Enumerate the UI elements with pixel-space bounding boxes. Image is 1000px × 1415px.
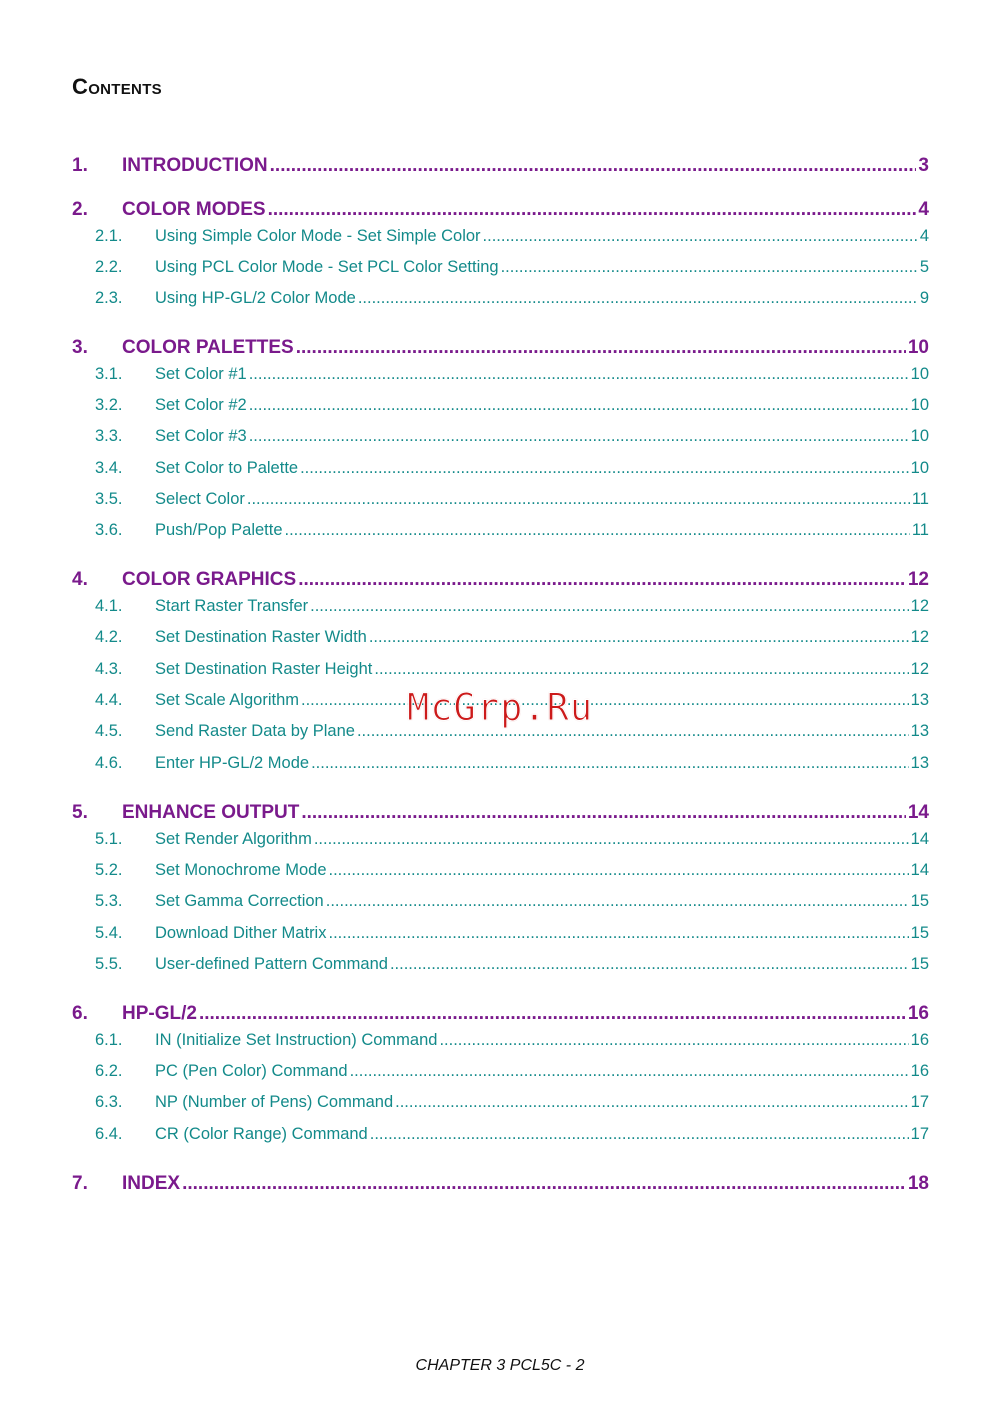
dot-leader	[326, 892, 909, 911]
toc-number: 4.	[72, 569, 88, 590]
toc-number: 3.	[72, 337, 88, 358]
toc-number: 5.4.	[95, 924, 123, 942]
toc-page-number: 10	[910, 427, 929, 445]
dot-leader	[249, 396, 909, 415]
dot-leader	[296, 337, 906, 359]
toc-title: Set Color to Palette	[155, 459, 299, 477]
toc-title: Set Color #2	[155, 396, 247, 414]
toc-entry-section[interactable]	[72, 1125, 929, 1144]
watermark-logo: McGrp.Ru	[407, 686, 594, 729]
toc-entry-chapter[interactable]	[72, 1003, 929, 1025]
toc-number: 3.4.	[95, 459, 123, 477]
toc-title: Set Color #3	[155, 427, 247, 445]
dot-leader	[182, 1173, 906, 1195]
dot-leader	[311, 754, 909, 773]
toc-title: INTRODUCTION	[122, 155, 268, 176]
toc-entry-chapter[interactable]	[72, 337, 929, 359]
dot-leader	[268, 199, 917, 221]
dot-leader	[285, 521, 910, 540]
toc-title: Push/Pop Palette	[155, 521, 283, 539]
toc-page-number: 10	[910, 365, 929, 383]
toc-entry-section[interactable]	[72, 861, 929, 880]
dot-leader	[358, 289, 918, 308]
dot-leader	[249, 427, 909, 446]
toc-number: 3.5.	[95, 490, 123, 508]
toc-entry-chapter[interactable]	[72, 569, 929, 591]
toc-entry-section[interactable]	[72, 521, 929, 540]
toc-title: COLOR GRAPHICS	[122, 569, 297, 590]
toc-page-number: 4	[919, 227, 929, 245]
toc-entry-section[interactable]	[72, 365, 929, 384]
toc-page-number: 13	[910, 722, 929, 740]
toc-number: 7.	[72, 1173, 88, 1194]
dot-leader	[374, 660, 908, 679]
toc-entry-section[interactable]	[72, 1062, 929, 1081]
toc-entry-chapter[interactable]	[72, 1173, 929, 1195]
toc-title: HP-GL/2	[122, 1003, 197, 1024]
toc-page-number: 15	[910, 955, 929, 973]
dot-leader	[501, 258, 918, 277]
toc-page-number: 17	[910, 1093, 929, 1111]
toc-page-number: 16	[910, 1062, 929, 1080]
toc-entry-section[interactable]	[72, 924, 929, 943]
toc-number: 6.2.	[95, 1062, 123, 1080]
toc-title: CR (Color Range) Command	[155, 1125, 368, 1143]
toc-page-number: 10	[910, 396, 929, 414]
toc-number: 5.3.	[95, 892, 123, 910]
toc-entry-chapter[interactable]	[72, 155, 929, 177]
dot-leader	[329, 861, 909, 880]
dot-leader	[247, 490, 910, 509]
dot-leader	[300, 459, 909, 478]
toc-entry-section[interactable]	[72, 628, 929, 647]
toc-entry-section[interactable]	[72, 227, 929, 246]
toc-entry-section[interactable]	[72, 459, 929, 478]
toc-number: 3.1.	[95, 365, 123, 383]
toc-page-number: 9	[919, 289, 929, 307]
toc-title: Set Scale Algorithm	[155, 691, 299, 709]
toc-title: Set Color #1	[155, 365, 247, 383]
dot-leader	[369, 628, 909, 647]
toc-title: ENHANCE OUTPUT	[122, 802, 300, 823]
toc-title: Set Destination Raster Height	[155, 660, 373, 678]
dot-leader	[298, 569, 906, 591]
toc-entry-chapter[interactable]	[72, 199, 929, 221]
toc-page-number: 15	[910, 924, 929, 942]
toc-page-number: 12	[910, 597, 929, 615]
toc-number: 2.2.	[95, 258, 123, 276]
toc-number: 6.3.	[95, 1093, 123, 1111]
toc-title: User-defined Pattern Command	[155, 955, 388, 973]
toc-title: Set Render Algorithm	[155, 830, 312, 848]
dot-leader	[483, 227, 918, 246]
toc-page-number: 16	[907, 1003, 929, 1024]
toc-page-number: 12	[910, 660, 929, 678]
toc-entry-section[interactable]	[72, 1093, 929, 1112]
toc-page-number: 14	[907, 802, 929, 823]
toc-number: 2.1.	[95, 227, 123, 245]
toc-page-number: 16	[910, 1031, 929, 1049]
toc-number: 1.	[72, 155, 88, 176]
toc-number: 5.2.	[95, 861, 123, 879]
toc-page-number: 12	[907, 569, 929, 590]
toc-number: 5.1.	[95, 830, 123, 848]
dot-leader	[350, 1062, 909, 1081]
dot-leader	[301, 691, 909, 710]
toc-page-number: 10	[910, 459, 929, 477]
toc-number: 3.3.	[95, 427, 123, 445]
dot-leader	[370, 1125, 909, 1144]
toc-title: Set Gamma Correction	[155, 892, 324, 910]
dot-leader	[249, 365, 909, 384]
toc-entry-section[interactable]	[72, 892, 929, 911]
toc-number: 3.2.	[95, 396, 123, 414]
page-footer: CHAPTER 3 PCL5C - 2	[415, 1357, 585, 1374]
toc-entry-section[interactable]	[72, 1031, 929, 1050]
toc-page-number: 3	[918, 155, 929, 176]
dot-leader	[439, 1031, 908, 1050]
toc-title: COLOR PALETTES	[122, 337, 294, 358]
toc-entry-section[interactable]	[72, 289, 929, 308]
toc-number: 4.2.	[95, 628, 123, 646]
toc-number: 6.	[72, 1003, 88, 1024]
toc-number: 2.3.	[95, 289, 123, 307]
dot-leader	[301, 802, 906, 824]
dot-leader	[310, 597, 909, 616]
toc-title: Select Color	[155, 490, 245, 508]
toc-page-number: 15	[910, 892, 929, 910]
toc-title: Enter HP-GL/2 Mode	[155, 754, 310, 772]
toc-page-number: 4	[918, 199, 929, 220]
toc-page-number: 12	[910, 628, 929, 646]
toc-page-number: 18	[907, 1173, 929, 1194]
toc-title: Start Raster Transfer	[155, 597, 309, 615]
toc-number: 4.5.	[95, 722, 123, 740]
dot-leader	[390, 955, 909, 974]
toc-page-number: 14	[910, 830, 929, 848]
toc-page-number: 11	[911, 521, 929, 539]
toc-title: Set Destination Raster Width	[155, 628, 367, 646]
toc-number: 5.5.	[95, 955, 123, 973]
dot-leader	[328, 924, 908, 943]
toc-title: COLOR MODES	[122, 199, 266, 220]
toc-page-number: 5	[919, 258, 929, 276]
dot-leader	[395, 1093, 909, 1112]
toc-entry-section[interactable]	[72, 427, 929, 446]
page-title: Contents	[72, 74, 162, 99]
toc-entry-section[interactable]	[72, 258, 929, 277]
toc-title: INDEX	[122, 1173, 181, 1194]
toc-page-number: 11	[911, 490, 929, 508]
toc-title: Download Dither Matrix	[155, 924, 327, 942]
toc-number: 2.	[72, 199, 88, 220]
toc-entry-section[interactable]	[72, 754, 929, 773]
toc-entry-chapter[interactable]	[72, 802, 929, 824]
toc-page-number: 14	[910, 861, 929, 879]
dot-leader	[270, 155, 917, 177]
toc-page-number: 13	[910, 691, 929, 709]
toc-page-number: 10	[907, 337, 929, 358]
toc-entry-section[interactable]	[72, 660, 929, 679]
dot-leader	[199, 1003, 906, 1025]
toc-number: 3.6.	[95, 521, 123, 539]
toc-title: IN (Initialize Set Instruction) Command	[155, 1031, 438, 1049]
toc-title: Set Monochrome Mode	[155, 861, 327, 879]
toc-number: 4.4.	[95, 691, 123, 709]
toc-entry-section[interactable]	[72, 490, 929, 509]
toc-title: PC (Pen Color) Command	[155, 1062, 348, 1080]
toc-number: 4.1.	[95, 597, 123, 615]
toc-title: Send Raster Data by Plane	[155, 722, 355, 740]
toc-number: 4.3.	[95, 660, 123, 678]
toc-number: 4.6.	[95, 754, 123, 772]
toc-number: 6.4.	[95, 1125, 123, 1143]
toc-page-number: 17	[910, 1125, 929, 1143]
toc-title: NP (Number of Pens) Command	[155, 1093, 394, 1111]
toc-title: Using Simple Color Mode - Set Simple Color	[155, 227, 481, 245]
toc-entry-section[interactable]	[72, 597, 929, 616]
toc-entry-section[interactable]	[72, 955, 929, 974]
toc-title: Using PCL Color Mode - Set PCL Color Setting	[155, 258, 499, 276]
toc-entry-section[interactable]	[72, 830, 929, 849]
toc-number: 6.1.	[95, 1031, 123, 1049]
toc-entry-section[interactable]	[72, 396, 929, 415]
dot-leader	[314, 830, 909, 849]
toc-page-number: 13	[910, 754, 929, 772]
toc-title: Using HP-GL/2 Color Mode	[155, 289, 356, 307]
toc-number: 5.	[72, 802, 88, 823]
